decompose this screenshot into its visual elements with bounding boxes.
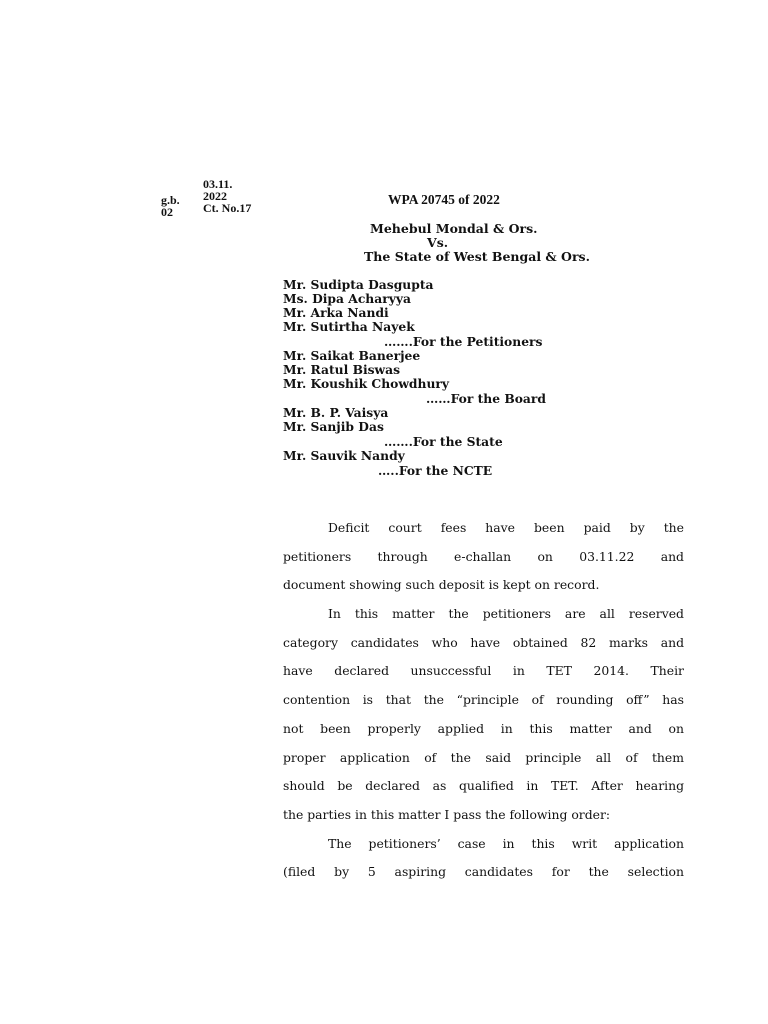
body-line-7: contention is that the “principle of rounding off” has [283,692,684,708]
body-line-9: proper application of the said principle all of them [283,749,684,765]
order-body [283,514,684,887]
body-line-2: petitioners through e-challan on 03.11.22 and [283,548,684,564]
counsel-state-2: Mr. Sanjib Das [283,419,384,434]
body-line-4: In this matter the petitioners are all reserved [328,606,684,622]
body-line-11: the parties in this matter I pass the following order: [283,806,611,822]
counsel-petitioner-2: Ms. Dipa Acharyya [283,291,411,306]
counsel-board-1: Mr. Saikat Banerjee [283,348,421,363]
body-line-5: category candidates who have obtained 82 marks and [283,634,684,650]
counsel-ncte-1: Mr. Sauvik Nandy [283,448,405,463]
counsel-petitioner-3: Mr. Arka Nandi [283,305,389,320]
margin-date-line-2: 2022 [203,189,227,203]
label-for-ncte: …..For the NCTE [378,463,493,478]
counsel-state-1: Mr. B. P. Vaisya [283,405,389,420]
body-line-8: not been properly applied in this matter and on [283,720,684,736]
label-for-petitioners: …….For the Petitioners [384,334,543,349]
body-line-13: (filed by 5 aspiring candidates for the selection [283,864,684,880]
body-line-10: should be declared as qualified in TET. After hearing [283,778,684,794]
respondent-name: The State of West Bengal & Ors. [364,249,590,264]
margin-gb [161,194,180,218]
counsel-petitioner-4: Mr. Sutirtha Nayek [283,319,415,334]
margin-gb-line-1: g.b. [161,193,180,207]
label-for-board: ……For the Board [426,391,546,406]
body-line-1: Deficit court fees have been paid by the [328,520,684,535]
label-for-state: …….For the State [384,434,503,449]
body-line-12: The petitioners’ case in this writ application [328,835,684,851]
body-line-3: document showing such deposit is kept on record. [283,577,600,593]
body-line-6: have declared unsuccessful in TET 2014. Their [283,663,684,679]
margin-date-line-1: 03.11. [203,177,233,191]
margin-gb-line-2: 02 [161,205,173,219]
counsel-petitioner-1: Mr. Sudipta Dasgupta [283,277,434,292]
counsel-board-3: Mr. Koushik Chowdhury [283,376,450,391]
margin-date [203,178,251,214]
petitioner-name: Mehebul Mondal & Ors. [370,221,538,236]
margin-date-line-3: Ct. No.17 [203,201,252,215]
counsel-board-2: Mr. Ratul Biswas [283,362,401,377]
versus-label: Vs. [427,235,449,250]
case-number: WPA 20745 of 2022 [388,192,500,207]
